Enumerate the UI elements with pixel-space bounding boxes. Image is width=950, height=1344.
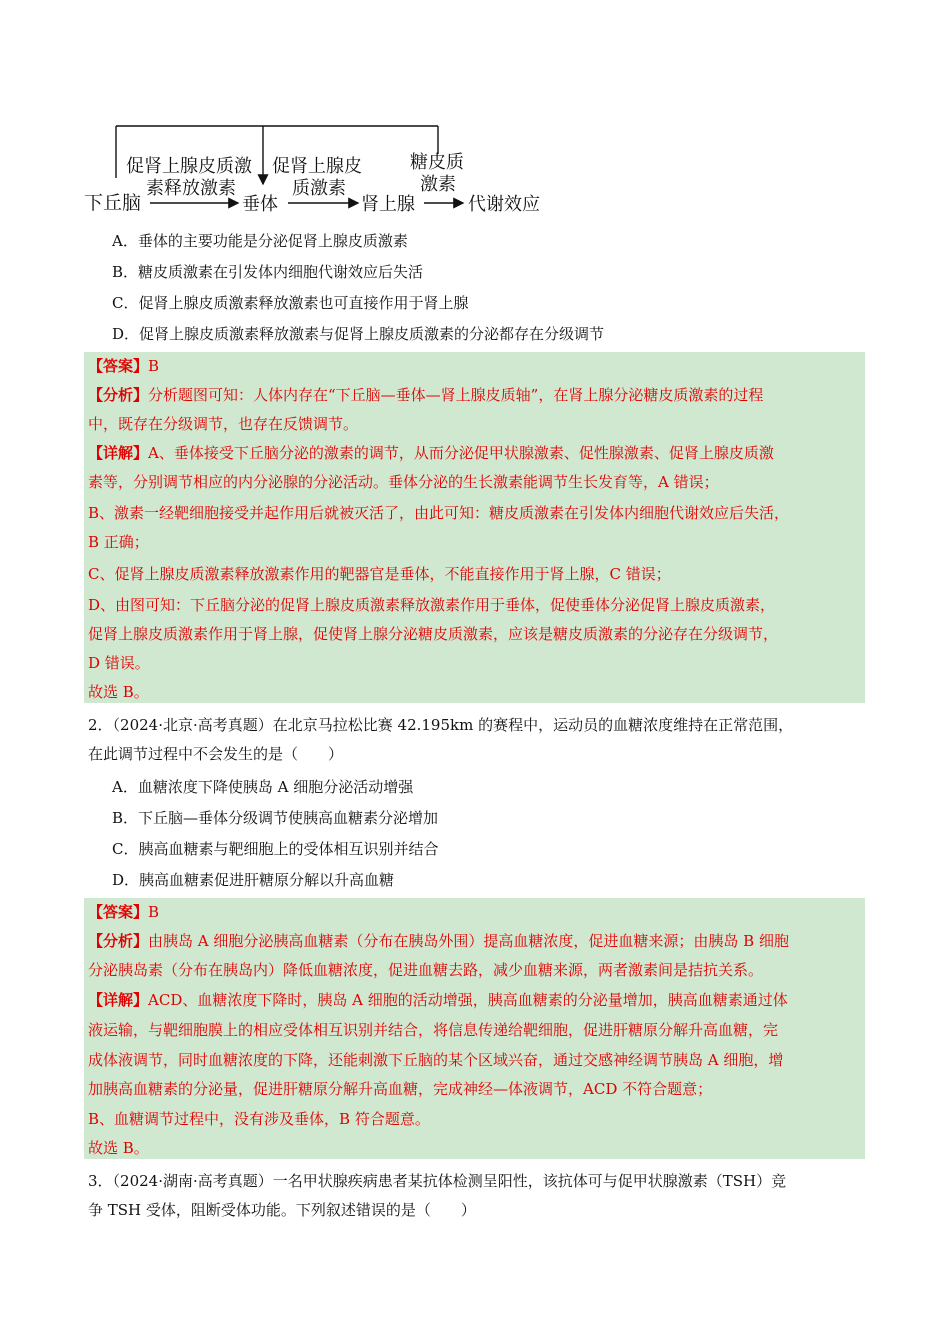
q1-analysis-line1	[88, 385, 763, 405]
q1-answer-line	[88, 356, 159, 376]
q1-detail-line1	[88, 443, 774, 463]
node-adrenal: 肾上腺	[361, 194, 415, 215]
q2-analysis-line2: 分泌胰岛素（分布在胰岛内）降低血糖浓度，促进血糖去路，减少血糖来源，两者激素间是拮抗关系。	[88, 961, 764, 979]
q1-detail-line4: B 正确；	[88, 533, 149, 551]
answer-value: B	[148, 903, 160, 921]
q3-stem-line1: 3．（2024·湖南·高考真题）一名甲状腺疾病患者某抗体检测呈阳性，该抗体可与促甲状腺激素（TSH）竞	[88, 1172, 787, 1190]
detail-tag: 【详解】	[88, 991, 149, 1009]
answer-tag: 【答案】	[88, 903, 149, 921]
analysis-text: 分析题图可知：人体内存在“下丘脑—垂体—肾上腺皮质轴”，在肾上腺分泌糖皮质激素的过程	[148, 386, 764, 404]
analysis-text: 由胰岛 A 细胞分泌胰高血糖素（分布在胰岛外围）提高血糖浓度，促进血糖来源；由胰岛 B 细胞	[148, 932, 789, 950]
label-gc-line1: 糖皮质	[410, 152, 464, 173]
q2-answer-line	[88, 902, 159, 922]
answer-tag: 【答案】	[88, 357, 149, 375]
analysis-tag: 【分析】	[88, 386, 149, 404]
q2-stem-line2: 在此调节过程中不会发生的是（ ）	[88, 745, 344, 763]
q2-option-a: A．血糖浓度下降使胰岛 A 细胞分泌活动增强	[112, 778, 414, 796]
q1-detail-line8: D 错误。	[88, 654, 150, 672]
detail-text: ACD、血糖浓度下降时，胰岛 A 细胞的活动增强，胰高血糖素的分泌量增加，胰高血糖素通过体	[148, 991, 788, 1009]
node-hypothalamus: 下丘脑	[84, 192, 142, 214]
hormone-axis-diagram	[80, 118, 560, 222]
q2-detail-line3: 成体液调节，同时血糖浓度的下降，还能刺激下丘脑的某个区域兴奋，通过交感神经调节胰岛 A 细胞，增	[88, 1051, 784, 1069]
label-crh-line2: 素释放激素	[146, 178, 236, 199]
label-gc-line2: 激素	[420, 174, 456, 195]
q1-option-c: C．促肾上腺皮质激素释放激素也可直接作用于肾上腺	[112, 294, 469, 312]
q2-conclusion: 故选 B。	[88, 1139, 149, 1157]
label-acth-line1: 促肾上腺皮	[272, 156, 362, 177]
q2-detail-line4: 加胰高血糖素的分泌量，促进肝糖原分解升高血糖，完成神经—体液调节，ACD 不符合题意；	[88, 1080, 713, 1098]
q1-option-d: D．促肾上腺皮质激素释放激素与促肾上腺皮质激素的分泌都存在分级调节	[112, 325, 605, 343]
answer-value: B	[148, 357, 160, 375]
label-acth-line2: 质激素	[292, 178, 346, 199]
q1-detail-line3: B、激素一经靶细胞接受并起作用后就被灭活了，由此可知：糖皮质激素在引发体内细胞代谢效应后失活，	[88, 504, 790, 522]
q1-option-b: B．糖皮质激素在引发体内细胞代谢效应后失活	[112, 263, 424, 281]
q2-option-c: C．胰高血糖素与靶细胞上的受体相互识别并结合	[112, 840, 439, 858]
node-metabolic-effect: 代谢效应	[468, 194, 540, 215]
q2-detail-line2: 液运输，与靶细胞膜上的相应受体相互识别并结合，将信息传递给靶细胞，促进肝糖原分解升高血糖，完	[88, 1021, 779, 1039]
analysis-tag: 【分析】	[88, 932, 149, 950]
q2-detail-line1	[88, 990, 788, 1010]
q1-detail-line2: 素等，分别调节相应的内分泌腺的分泌活动。垂体分泌的生长激素能调节生长发育等，A 错误；	[88, 473, 719, 491]
detail-tag: 【详解】	[88, 444, 149, 462]
q2-detail-line5: B、血糖调节过程中，没有涉及垂体，B 符合题意。	[88, 1110, 430, 1128]
detail-text: A、垂体接受下丘脑分泌的激素的调节，从而分泌促甲状腺激素、促性腺激素、促肾上腺皮质激	[148, 444, 774, 462]
q1-conclusion: 故选 B。	[88, 683, 149, 701]
q2-stem-line1: 2．（2024·北京·高考真题）在北京马拉松比赛 42.195km 的赛程中，运动员的血糖浓度维持在正常范围，	[88, 716, 794, 734]
q1-detail-line5: C、促肾上腺皮质激素释放激素作用的靶器官是垂体，不能直接作用于肾上腺，C 错误；	[88, 565, 671, 583]
q2-analysis-line1	[88, 931, 789, 951]
q2-option-b: B．下丘脑—垂体分级调节使胰高血糖素分泌增加	[112, 809, 439, 827]
q1-detail-line7: 促肾上腺皮质激素作用于肾上腺，促使肾上腺分泌糖皮质激素，应该是糖皮质激素的分泌存在分级调节，	[88, 625, 779, 643]
label-crh-line1: 促肾上腺皮质激	[126, 156, 252, 177]
q1-option-a: A．垂体的主要功能是分泌促肾上腺皮质激素	[112, 232, 408, 250]
q1-analysis-line2: 中，既存在分级调节，也存在反馈调节。	[88, 415, 359, 433]
node-pituitary: 垂体	[242, 194, 278, 215]
q1-detail-line6: D、由图可知：下丘脑分泌的促肾上腺皮质激素释放激素作用于垂体，促使垂体分泌促肾上腺皮质激素，	[88, 596, 776, 614]
q3-stem-line2: 争 TSH 受体，阻断受体功能。下列叙述错误的是（ ）	[88, 1201, 476, 1219]
q2-option-d: D．胰高血糖素促进肝糖原分解以升高血糖	[112, 871, 395, 889]
